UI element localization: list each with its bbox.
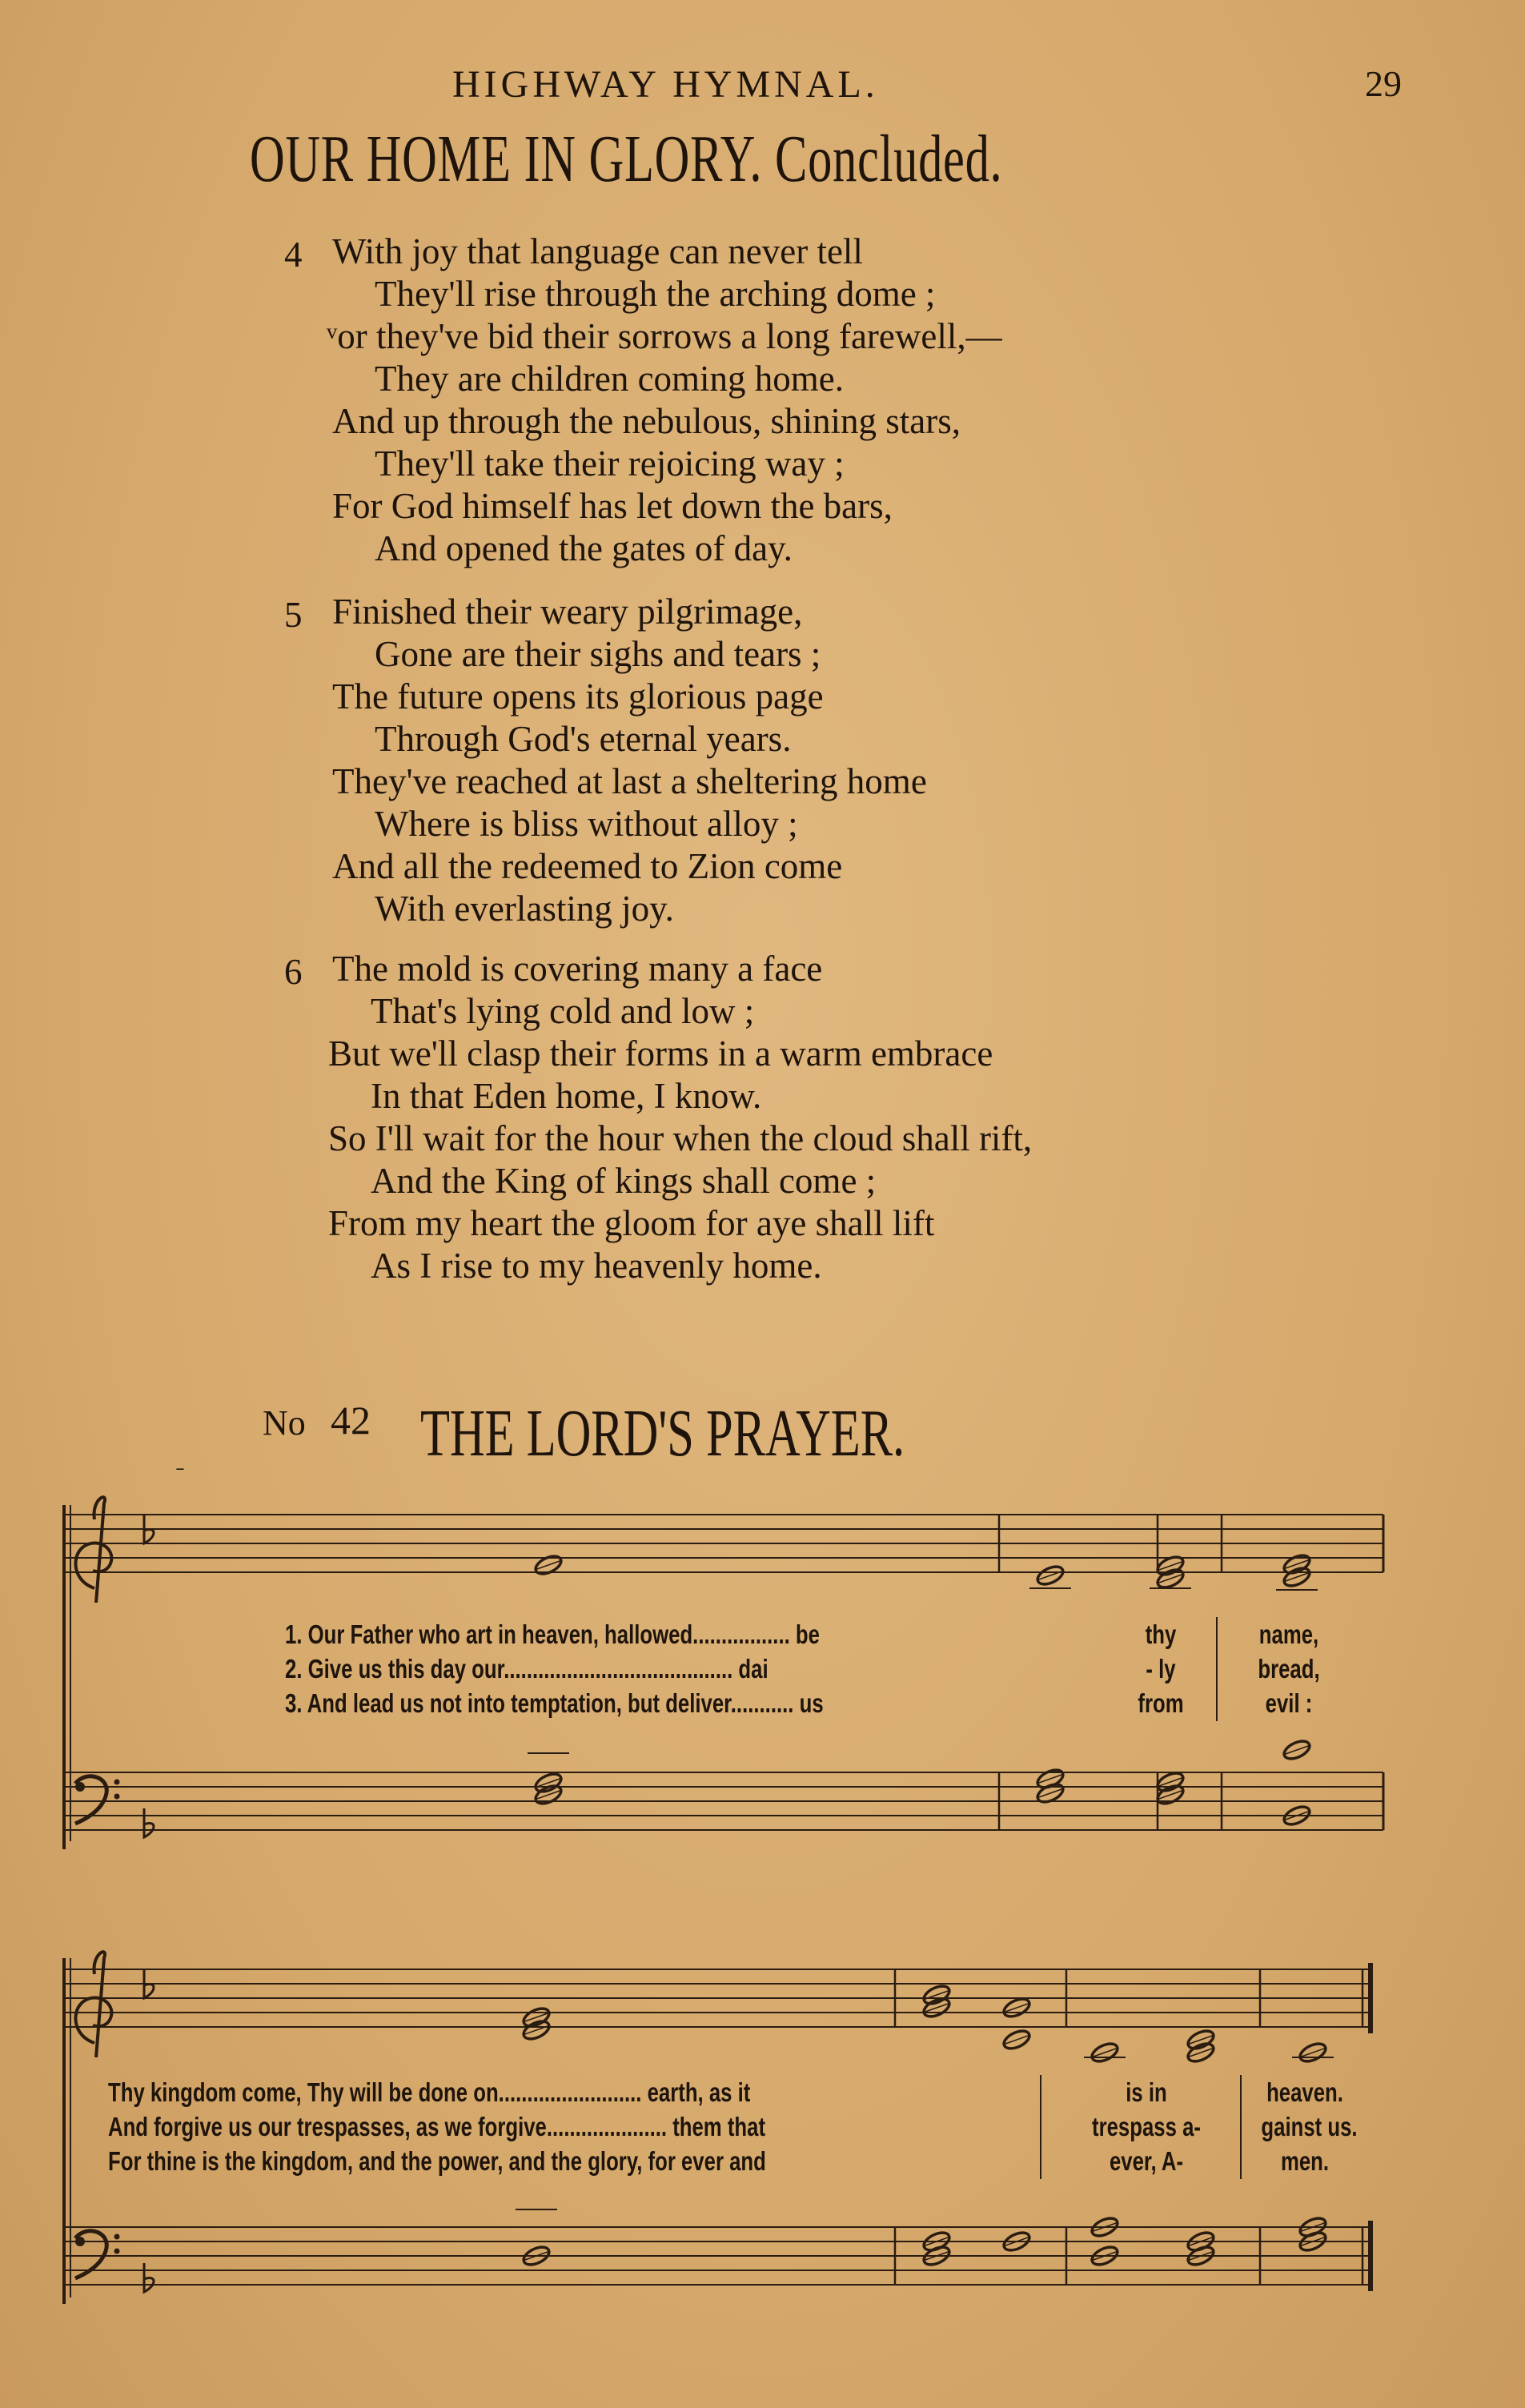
- lyric-line: 2. Give us this day our........................................ dai: [285, 1654, 769, 1684]
- verse-line: So I'll wait for the hour when the cloud shall rift,: [328, 1118, 1033, 1158]
- lyric-line: For thine is the kingdom, and the power, and the glory, for ever and: [108, 2146, 766, 2176]
- lyric-cell: - ly: [1146, 1654, 1176, 1684]
- flat-sign-icon: [144, 2263, 154, 2292]
- hymn-title: OUR HOME IN GLORY. Concluded.: [250, 122, 1003, 196]
- verse-line: And all the redeemed to Zion come: [332, 846, 843, 886]
- flat-sign-icon: [144, 1515, 154, 1543]
- bass-clef-dot: [75, 2237, 85, 2246]
- bass-clef-dot: [114, 2234, 120, 2240]
- lyric-cell: from: [1138, 1688, 1184, 1718]
- verse-line: They'll take their rejoicing way ;: [375, 443, 845, 484]
- verse-number: 5: [284, 595, 303, 635]
- stray-mark: ˍ: [176, 1446, 184, 1472]
- bass-clef-dot: [114, 2249, 120, 2254]
- verse-line: In that Eden home, I know.: [371, 1076, 762, 1116]
- verse-number: 4: [284, 235, 303, 275]
- verse-line: And the King of kings shall come ;: [371, 1161, 877, 1201]
- verse-line: Gone are their sighs and tears ;: [375, 634, 821, 674]
- verse-line: ᵛor they've bid their sorrows a long farewell,—: [327, 316, 1002, 356]
- bass-clef-dot: [114, 1780, 120, 1785]
- lyric-cell: gainst us.: [1261, 2112, 1358, 2141]
- lyric-cell: name,: [1258, 1619, 1319, 1649]
- bass-clef-dot: [75, 1782, 85, 1792]
- treble-clef-icon: [75, 1497, 111, 1603]
- page-number: 29: [1365, 63, 1402, 104]
- lyric-cell: trespass a-: [1092, 2112, 1201, 2141]
- verse-line: But we'll clasp their forms in a warm embrace: [328, 1033, 993, 1074]
- lyric-line: 3. And lead us not into temptation, but deliver........... us: [285, 1688, 824, 1718]
- verse-line: And opened the gates of day.: [375, 528, 793, 568]
- lyric-cell: is in: [1126, 2077, 1167, 2107]
- lyric-cell: thy: [1145, 1619, 1177, 1649]
- verse-number: 6: [284, 952, 303, 992]
- verse-line: For God himself has let down the bars,: [332, 486, 893, 526]
- hymn-number: 42: [331, 1398, 371, 1443]
- lyric-cell: men.: [1280, 2146, 1330, 2176]
- verse-line: As I rise to my heavenly home.: [371, 1246, 822, 1286]
- prayer-title: THE LORD'S PRAYER.: [420, 1396, 905, 1471]
- verse-line: Where is bliss without alloy ;: [375, 804, 798, 844]
- verse-line: The future opens its glorious page: [332, 676, 824, 716]
- verse-line: They've reached at last a sheltering home: [332, 761, 927, 801]
- lyric-cell: ever, A-: [1109, 2146, 1184, 2176]
- lyric-line: Thy kingdom come, Thy will be done on......................... earth, as it: [108, 2077, 751, 2107]
- hymn-number-label: No: [263, 1403, 306, 1443]
- lyric-cell: evil :: [1265, 1688, 1313, 1718]
- verse-line: The mold is covering many a face: [332, 949, 823, 989]
- verse-line: And up through the nebulous, shining stars,: [332, 401, 961, 441]
- verse-line: From my heart the gloom for aye shall lift: [328, 1203, 935, 1243]
- flat-sign-icon: [144, 1969, 154, 1998]
- verse-line: Through God's eternal years.: [375, 719, 792, 759]
- verse-line: With joy that language can never tell: [332, 231, 863, 271]
- verse-line: With everlasting joy.: [375, 889, 674, 929]
- lyric-cell: heaven.: [1266, 2077, 1343, 2107]
- verse-line: They are children coming home.: [375, 359, 845, 399]
- verse-line: That's lying cold and low ;: [371, 991, 755, 1031]
- flat-sign-icon: [144, 1808, 154, 1837]
- lyric-line: 1. Our Father who art in heaven, hallowed................. be: [285, 1619, 820, 1649]
- running-head: HIGHWAY HYMNAL.: [452, 63, 879, 106]
- verse-line: They'll rise through the arching dome ;: [375, 274, 936, 314]
- treble-clef-icon: [75, 1952, 111, 2057]
- lyric-line: And forgive us our trespasses, as we forgive..................... them that: [108, 2112, 766, 2141]
- verse-line: Finished their weary pilgrimage,: [332, 592, 803, 632]
- lyric-cell: bread,: [1258, 1654, 1320, 1684]
- bass-clef-dot: [114, 1794, 120, 1800]
